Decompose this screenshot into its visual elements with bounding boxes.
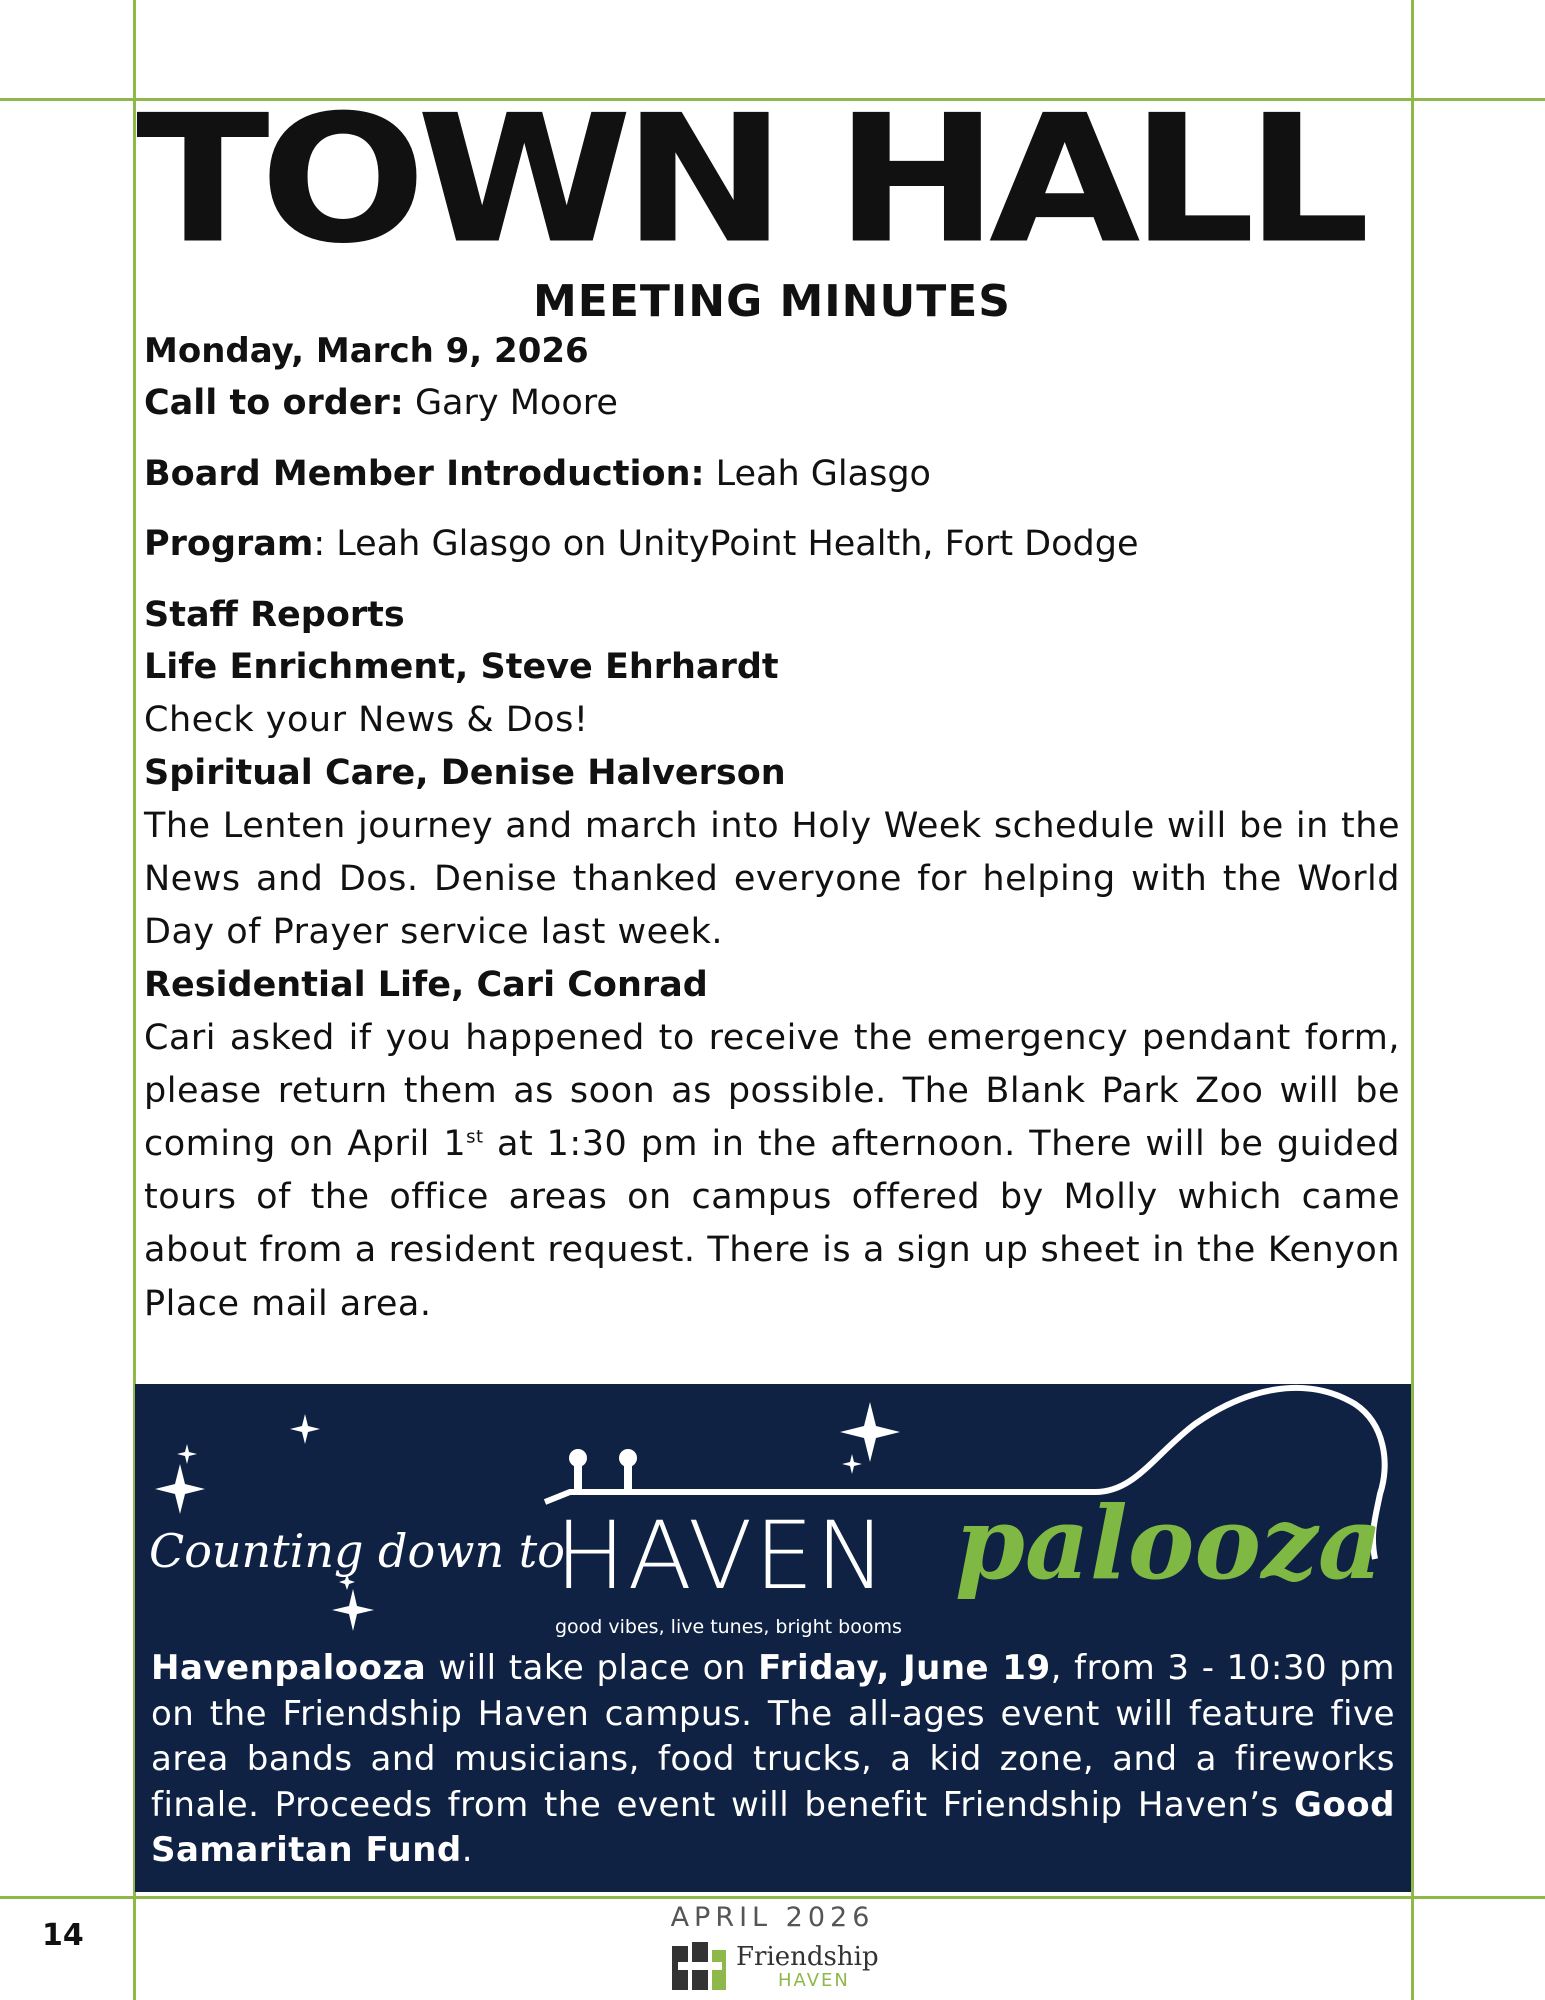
life-enrichment-heading: Life Enrichment, Steve Ehrhardt xyxy=(144,647,779,688)
footer-date: APRIL 2026 xyxy=(670,1902,875,1933)
life-enrichment-text: Check your News & Dos! xyxy=(144,699,589,740)
countdown-text: Counting down to xyxy=(149,1524,565,1578)
fund-name: Good Samaritan Fund xyxy=(151,1784,1395,1871)
event-name: Havenpalooza xyxy=(151,1648,427,1688)
residential-sup: st xyxy=(466,1126,484,1148)
text-part: . xyxy=(461,1830,474,1871)
peg-icon xyxy=(569,1449,587,1467)
frame-line-bottom xyxy=(0,1896,1545,1899)
residential-text-b: at 1:30 pm in the afternoon. There will be guided tours of the office areas on campus offered by Molly which came about from a resident request. There is a sign up sheet in the Kenyon Place mail area. xyxy=(144,1124,1400,1324)
call-to-order xyxy=(144,377,1400,430)
board-member-intro xyxy=(144,448,1400,501)
page-subtitle: MEETING MINUTES xyxy=(532,276,1011,327)
staff-reports-heading: Staff Reports xyxy=(144,594,405,635)
sparkle-icon xyxy=(842,1454,862,1474)
text-part: will take place on xyxy=(426,1648,759,1688)
spiritual-care-heading: Spiritual Care, Denise Halverson xyxy=(144,753,786,794)
logo-mark-icon xyxy=(670,1940,730,1992)
text-part: , from 3 - 10:30 pm on the Friendship Haven campus. The all-ages event will feature five area bands and musicians, food trucks, a kid zone, and a fireworks finale. Proceeds from the event will benefit Friendship Haven’s xyxy=(151,1648,1396,1825)
havenpalooza-description xyxy=(151,1646,1395,1874)
haven-logo-text: HAVEN xyxy=(555,1502,888,1611)
page-number: 14 xyxy=(42,1918,84,1953)
minutes-content xyxy=(136,77,1400,1331)
board-value: Leah Glasgo xyxy=(704,453,931,494)
friendship-haven-logo xyxy=(670,1940,890,1992)
sparkle-icon xyxy=(177,1444,197,1464)
sparkle-icon xyxy=(840,1402,900,1462)
call-label: Call to order: xyxy=(144,383,404,424)
residential-text-a: Cari asked if you happened to receive the emergency pendant form, please return them as soon as possible. The Blank Park Zoo will be coming on April 1 xyxy=(144,1017,1400,1165)
sparkle-icon xyxy=(155,1464,205,1514)
call-value: Gary Moore xyxy=(403,383,618,424)
residential-life-text xyxy=(144,1012,1400,1331)
page-title: TOWN HALL xyxy=(136,77,1361,283)
spiritual-care-text: The Lenten journey and march into Holy Week schedule will be in the News and Dos. Denise thanked everyone for helping with the World Day of Prayer service last week. xyxy=(144,805,1400,952)
peg-icon xyxy=(619,1449,637,1467)
frame-line-right xyxy=(1411,0,1414,2000)
board-label: Board Member Introduction: xyxy=(144,453,705,494)
tagline: good vibes, live tunes, bright booms xyxy=(555,1616,902,1638)
logo-name: Friendship xyxy=(736,1942,879,1972)
logo-sub: HAVEN xyxy=(778,1970,850,1991)
sparkle-icon xyxy=(332,1589,374,1631)
program xyxy=(144,518,1400,571)
meeting-date: Monday, March 9, 2026 xyxy=(144,331,589,372)
havenpalooza-banner xyxy=(135,1384,1411,1892)
event-date: Friday, June 19 xyxy=(758,1648,1051,1688)
palooza-logo-text: palooza xyxy=(955,1484,1383,1602)
residential-life-heading: Residential Life, Cari Conrad xyxy=(144,965,708,1006)
program-label: Program xyxy=(144,524,314,565)
program-value: : Leah Glasgo on UnityPoint Health, Fort Dodge xyxy=(313,524,1139,565)
sparkle-icon xyxy=(290,1414,320,1444)
